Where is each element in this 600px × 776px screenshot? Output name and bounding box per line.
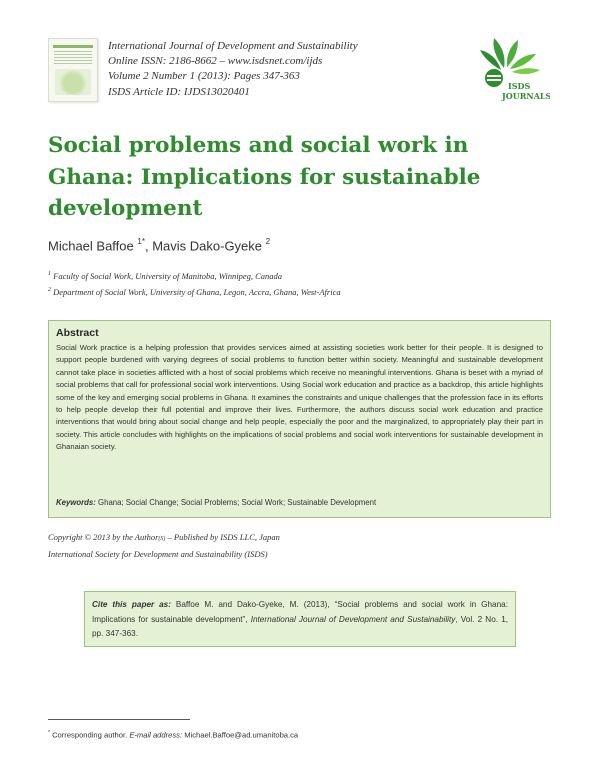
title-line-3: development [48,196,203,221]
cover-image [55,69,91,95]
journal-cover-thumbnail [48,38,98,102]
affiliation-2-mark: 2 [48,286,51,293]
affiliations [48,267,341,299]
affiliation-2-text: Department of Social Work, University of Ghana, Legon, Accra, Ghana, West-Africa [53,286,341,297]
cite-label: Cite this paper as: [92,600,171,609]
article-id: ISDS Article ID: IJDS13020401 [108,85,250,98]
cite-text-after: , Vol. 2 No. 1, pp. 347-363. [92,614,509,638]
title-line-2: Ghana: Implications for sustainable [48,164,481,190]
logo-label-top: ISDS [508,81,531,91]
footnote-email-label: E-mail address: [129,730,183,740]
affiliation-1-mark: 1 [48,271,51,277]
volume-info: Volume 2 Number 1 (2013): Pages 347-363 [108,70,300,83]
abstract-heading: Abstract [56,327,99,339]
author-1-mark: 1* [137,237,145,246]
paper-title [48,130,518,225]
cover-text-lines [54,51,92,65]
journal-name: International Journal of Development and Sustainability [108,40,358,52]
cite-text-before: Baffoe M. and Dako-Gyeke, M. (2013), “Social problems and social work in Ghana: Implications for sustainable development”, [92,600,508,624]
footnote-text: Corresponding author. [49,730,130,740]
copyright-line-1 [48,530,280,547]
author-1-name: Michael Baffoe [48,238,134,254]
copyright-main: Copyright © 2013 by the Author [48,532,159,542]
abstract-text: Social Work practice is a helping profession that provides services aimed at assisting societies work better for their people. It is designed to support people burdened with varying degrees of social problems to function better within society. Meaningful and sustainable development cannot take place in societies afflicted with a host of social problems which receive no meaningful interventions. Ghana is beset with a myriad of social problems that call for professional social work interventions. Using Social work education and practice as a backdrop, this article highlights some of the key and emerging social problems in Ghana. It examines the constraints and unique challenges that the profession face in its efforts to help people develop their full potential and improve their lives. Furthermore, the authors discuss social work education and practice interventions that would bring about social change and help people, especially the poor and the marginalized, to appropriately play their part in society. This article concludes with highlights on the implications of social problems and social work interventions for sustainable development in Ghanaian society. [56,343,543,452]
copyright-notice [48,530,280,562]
online-issn: Online ISSN: 2186-8662 – www.isdsnet.com/ijds [108,55,323,68]
affiliation-1-text: Faculty of Social Work, University of Manitoba, Winnipeg, Canada [53,270,283,281]
author-separator: , [144,238,149,254]
abstract-box [48,320,551,518]
author-list [48,238,270,253]
author-2-name: Mavis Dako-Gyeke [152,238,263,254]
isds-journals-logo [474,34,550,106]
copyright-publisher: – Published by ISDS LLC, Japan [165,532,280,542]
leaf-logo-icon [474,34,550,106]
cite-journal: International Journal of Development and Sustainability [250,614,456,624]
keywords-list: Ghana; Social Change; Social Problems; Social Work; Sustainable Development [98,498,377,507]
keywords [56,498,376,507]
author-2-mark: 2 [265,237,271,246]
copyright-small: (S) [158,536,166,542]
affiliation-1 [48,267,341,283]
logo-label-bottom: JOURNALS [502,91,550,101]
footnote-mark: * [48,730,50,736]
affiliation-2 [48,283,341,299]
title-line-1: Social problems and social work in [48,133,469,158]
keywords-label: Keywords: [56,498,96,507]
cite-box [84,591,516,647]
journal-info [108,39,358,100]
footnote [48,730,298,740]
footnote-divider [48,719,190,720]
cover-band [53,45,93,48]
footnote-email[interactable]: Michael.Baffoe@ad.umanitoba.ca [182,730,299,740]
copyright-line-2: International Society for Development and Sustainability (ISDS) [48,549,268,559]
